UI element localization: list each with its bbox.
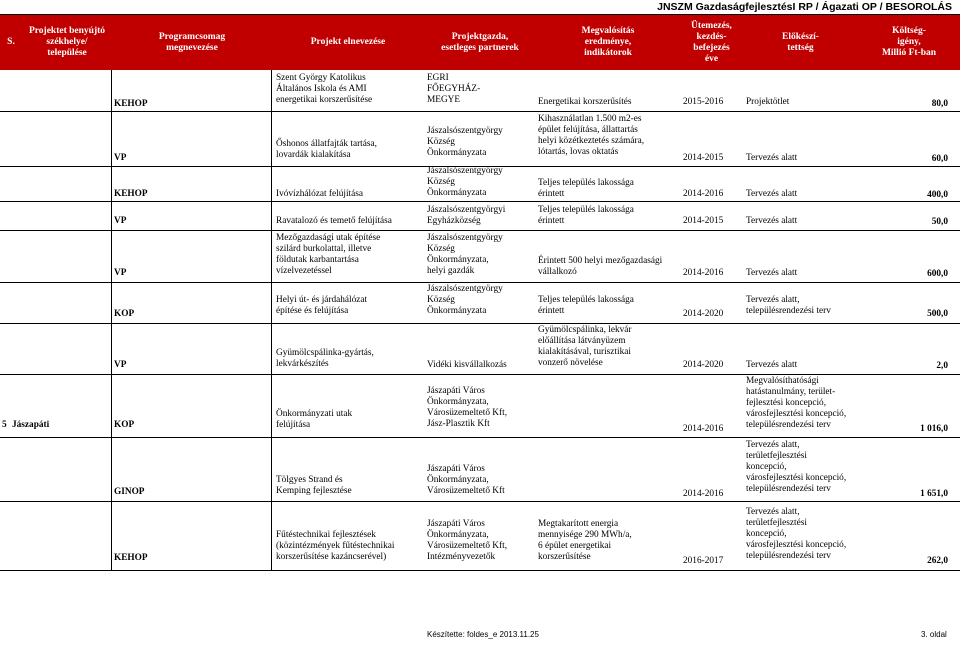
project-cost: 262,0 [927, 556, 948, 566]
project-cost: 80,0 [931, 99, 948, 109]
project-result: Kihasználatlan 1.500 m2-es épület felújítása, állattartás helyi közétkeztetés számára, lótartás, lovas oktatás [538, 114, 645, 157]
group-number: 5 [2, 420, 7, 430]
project-cost: 1 651,0 [920, 489, 948, 499]
project-owner: Jászapáti Város Önkormányzata, Városüzemeltető Kft, Intézményvezetők [427, 519, 508, 562]
project-owner: Jászalsószentgyörgy Község Önkormányzata [427, 126, 503, 158]
project-name: Tölgyes Strand és Kemping fejlesztése [276, 475, 352, 496]
project-result: Energetikai korszerűsítés [538, 97, 632, 107]
column-header-schedule: Ütemezés, kezdés- befejezés éve [691, 20, 732, 64]
project-owner: Vidéki kisvállalkozás [427, 360, 507, 370]
project-owner: Jászalsószentgyörgy Község Önkormányzata, helyi gazdák [427, 233, 503, 276]
project-preparation: Tervezés alatt [746, 189, 798, 199]
column-header-settlement: Projektet benyújtó székhelye/ települése [28, 26, 106, 58]
project-preparation: Megvalósíthatósági hatástanulmány, terület- fejlesztési koncepció, városfejlesztési koncepció, településrendezési terv [746, 376, 847, 430]
table-row [0, 201, 960, 231]
project-name: Ivóvízhálózat felújítása [276, 189, 363, 199]
project-cost: 600,0 [927, 269, 948, 279]
project-preparation: Tervezés alatt, területfejlesztési koncepció, városfejlesztési koncepció, településrendezési terv [746, 440, 847, 494]
project-owner: Jászalsószentgyörgy Község Önkormányzata [427, 166, 503, 198]
project-name: Mezőgazdasági utak építése szilárd burkolattal, illetve földutak karbantartása vízelvezetéssel [276, 233, 381, 276]
project-schedule: 2014-2016 [683, 268, 724, 278]
project-preparation: Tervezés alatt [746, 360, 798, 370]
table-row [0, 501, 960, 571]
project-name: Önkormányzati utak felújítása [276, 409, 353, 430]
project-owner: Jászalsószentgyörgyi Egyházközség [427, 205, 506, 226]
group-settlement: Jászapáti [12, 420, 50, 430]
column-header-result: Megvalósítás eredménye, indikátorok [581, 26, 635, 58]
project-name: Ravatalozó és temető felújítása [276, 216, 392, 226]
program-name: VP [114, 268, 127, 278]
program-name: KEHOP [114, 189, 148, 199]
project-cost: 60,0 [931, 154, 948, 164]
project-owner: Jászalsószentgyörgy Község Önkormányzata [427, 284, 503, 316]
project-cost: 1 016,0 [920, 424, 948, 434]
table-row [0, 374, 960, 438]
column-header-project: Projekt elnevezése [310, 37, 386, 47]
project-preparation: Tervezés alatt, területfejlesztési koncepció, városfejlesztési koncepció, településrendezési terv [746, 507, 847, 561]
project-schedule: 2014-2015 [683, 216, 724, 226]
table-row [0, 70, 960, 112]
column-header-number: S. [7, 37, 15, 47]
table-row [0, 323, 960, 375]
table-row [0, 230, 960, 283]
footer-creator: Készítette: foldes_e 2013.11.25 [427, 630, 539, 639]
project-name: Helyi út- és járdahálózat építése és felújítása [276, 295, 368, 316]
program-name: VP [114, 153, 127, 163]
program-name: KOP [114, 309, 135, 319]
project-cost: 2,0 [936, 361, 948, 371]
column-header-program: Programcsomag megnevezése [158, 31, 226, 53]
project-result: Érintett 500 helyi mezőgazdasági vállalkozó [538, 256, 663, 277]
project-schedule: 2014-2016 [683, 424, 724, 434]
project-name: Szent György Katolikus Általános Iskola és AMI energetikai korszerűsítése [276, 73, 373, 105]
table-row [0, 282, 960, 324]
table-row [0, 166, 960, 202]
project-name: Fűtéstechnikai fejlesztések (közintézmények fűtéstechnikai korszerűsítése kazáncserével) [276, 530, 395, 562]
program-name: GINOP [114, 487, 145, 497]
project-cost: 500,0 [927, 309, 948, 319]
project-preparation: Tervezés alatt, településrendezési terv [746, 295, 831, 316]
column-header-owner: Projektgazda, esetleges partnerek [441, 31, 519, 53]
program-name: VP [114, 216, 127, 226]
table-row [0, 437, 960, 502]
project-cost: 400,0 [927, 190, 948, 200]
program-name: VP [114, 360, 127, 370]
project-result: Gyümölcspálinka, lekvár előállítása látványüzem kialakításával, turisztikai vonzerő növelése [538, 325, 632, 368]
project-preparation: Tervezés alatt [746, 216, 798, 226]
table-header [0, 15, 960, 70]
project-result: Teljes település lakossága érintett [538, 178, 634, 199]
project-cost: 50,0 [931, 217, 948, 227]
program-name: KOP [114, 420, 135, 430]
footer-page-number: 3. oldal [921, 630, 947, 639]
project-owner: Jászapáti Város Önkormányzata, Városüzemeltető Kft, Jász-Plasztik Kft [427, 386, 508, 429]
project-name: Őshonos állatfajták tartása, lovardák kialakítása [276, 139, 377, 160]
table-row [0, 111, 960, 167]
project-schedule: 2014-2020 [683, 360, 724, 370]
program-name: KEHOP [114, 99, 148, 109]
page-header-bar [0, 0, 960, 15]
project-schedule: 2014-2016 [683, 189, 724, 199]
project-result: Megtakarított energia mennyisége 290 MWh/a, 6 épület energetikai korszerűsítése [538, 519, 632, 562]
project-preparation: Tervezés alatt [746, 268, 798, 278]
project-schedule: 2014-2016 [683, 489, 724, 499]
project-schedule: 2014-2015 [683, 153, 724, 163]
project-schedule: 2014-2020 [683, 309, 724, 319]
project-result: Teljes település lakossága érintett [538, 205, 634, 226]
page-title: JNSZM GazdaságfejlesztésI RP / Ágazati OP / BESOROLÁS [657, 1, 952, 13]
project-schedule: 2016-2017 [683, 556, 724, 566]
project-owner: EGRI FŐEGYHÁZ- MEGYE [427, 73, 481, 105]
project-result: Teljes település lakossága érintett [538, 295, 634, 316]
project-preparation: Tervezés alatt [746, 153, 798, 163]
project-owner: Jászapáti Város Önkormányzata, Városüzemeltető Kft [427, 464, 505, 496]
project-preparation: Projektötlet [746, 97, 790, 107]
program-name: KEHOP [114, 553, 148, 563]
project-schedule: 2015-2016 [683, 97, 724, 107]
column-header-cost: Költség- igény, Millió Ft-ban [881, 26, 937, 58]
project-name: Gyümölcspálinka-gyártás, lekvárkészítés [276, 348, 374, 369]
column-header-preparation: Előkészí- tettség [782, 31, 819, 53]
